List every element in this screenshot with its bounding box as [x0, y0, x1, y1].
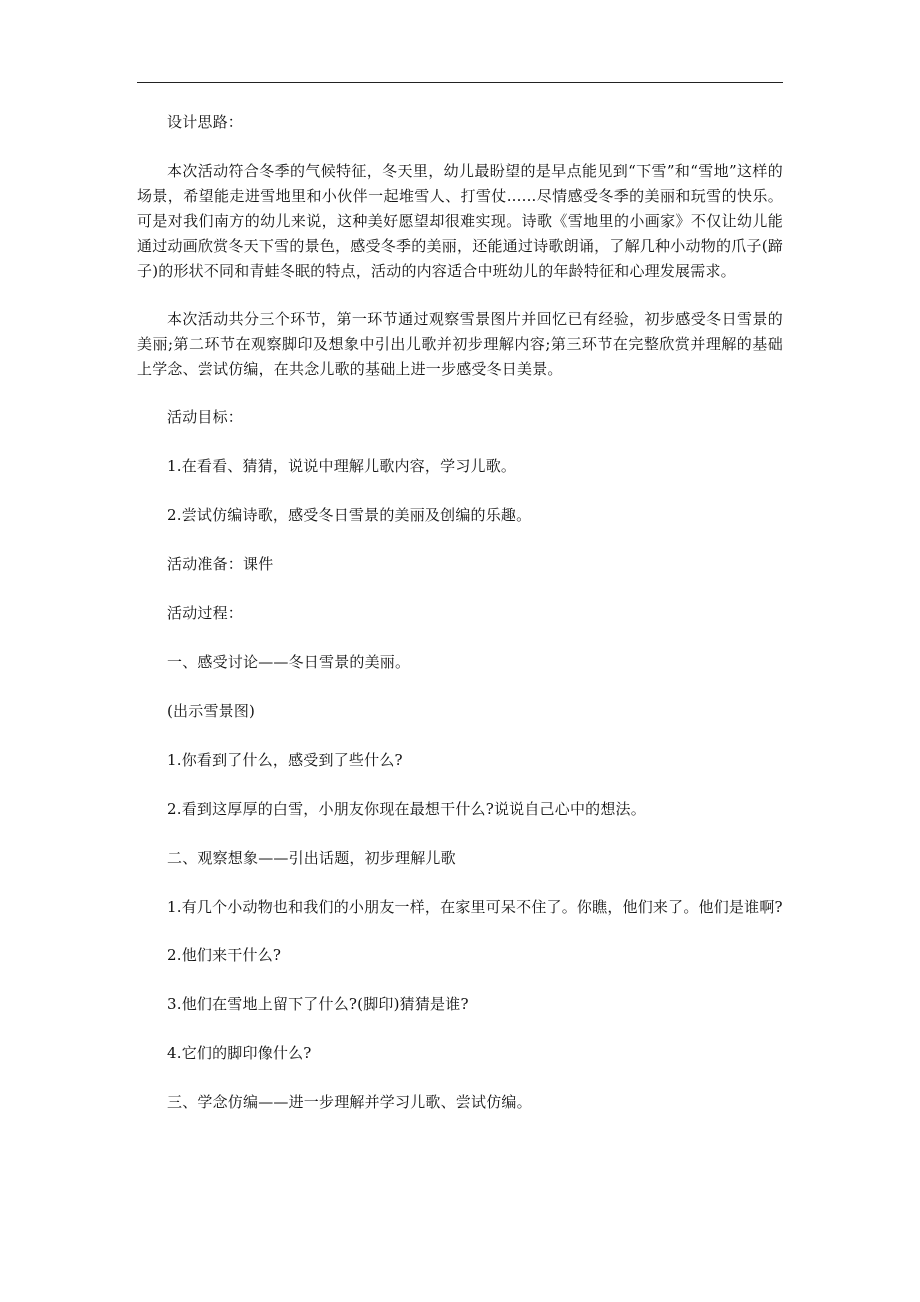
goal-item-1: 1.在看看、猜猜，说说中理解儿歌内容，学习儿歌。: [167, 457, 517, 475]
section-heading-activity-goals: 活动目标：: [167, 408, 244, 426]
activity-preparation: 活动准备：课件: [167, 555, 274, 573]
process-step-1-note: (出示雪景图): [167, 702, 256, 720]
process-step-2-question-2: 2.他们来干什么?: [167, 946, 282, 964]
process-step-1-question-2: 2.看到这厚厚的白雪，小朋友你现在最想干什么?说说自己心中的想法。: [167, 800, 646, 818]
section-heading-activity-process: 活动过程：: [167, 604, 244, 622]
process-step-1-question-1: 1.你看到了什么，感受到了些什么?: [167, 751, 403, 769]
paragraph-activity-stages: 本次活动共分三个环节，第一环节通过观察雪景图片并回忆已有经验，初步感受冬日雪景的美丽;第二环节在观察脚印及想象中引出儿歌并初步理解内容;第三环节在完整欣赏并理解的基础上学念、尝试仿编，在共念儿歌的基础上进一步感受冬日美景。: [137, 310, 783, 378]
process-step-2-question-1: 1.有几个小动物也和我们的小朋友一样，在家里可呆不住了。你瞧，他们来了。他们是谁啊?: [167, 898, 783, 916]
goal-item-2: 2.尝试仿编诗歌，感受冬日雪景的美丽及创编的乐趣。: [167, 506, 532, 524]
process-step-2-question-4: 4.它们的脚印像什么?: [167, 1044, 312, 1062]
paragraph-design-background: 本次活动符合冬季的气候特征，冬天里，幼儿最盼望的是早点能见到“下雪”和“雪地”这样的场景，希望能走进雪地里和小伙伴一起堆雪人、打雪仗......尽情感受冬季的美丽和玩雪的快乐。可是对我们南方的幼儿来说，这种美好愿望却很难实现。诗歌《雪地里的小画家》不仅让幼儿能通过动画欣赏冬天下雪的景色，感受冬季的美丽，还能通过诗歌朗诵，了解几种小动物的爪子(蹄子)的形状不同和青蛙冬眠的特点，活动的内容适合中班幼儿的年龄特征和心理发展需求。: [137, 162, 783, 280]
header-rule: [137, 82, 783, 83]
section-heading-design-idea: 设计思路：: [167, 113, 244, 131]
process-step-3-title: 三、学念仿编——进一步理解并学习儿歌、尝试仿编。: [167, 1093, 532, 1111]
process-step-1-title: 一、感受讨论——冬日雪景的美丽。: [167, 653, 411, 671]
process-step-2-question-3: 3.他们在雪地上留下了什么?(脚印)猜猜是谁?: [167, 995, 469, 1013]
document-body: [137, 110, 783, 1139]
process-step-2-title: 二、观察想象——引出话题，初步理解儿歌: [167, 849, 456, 867]
